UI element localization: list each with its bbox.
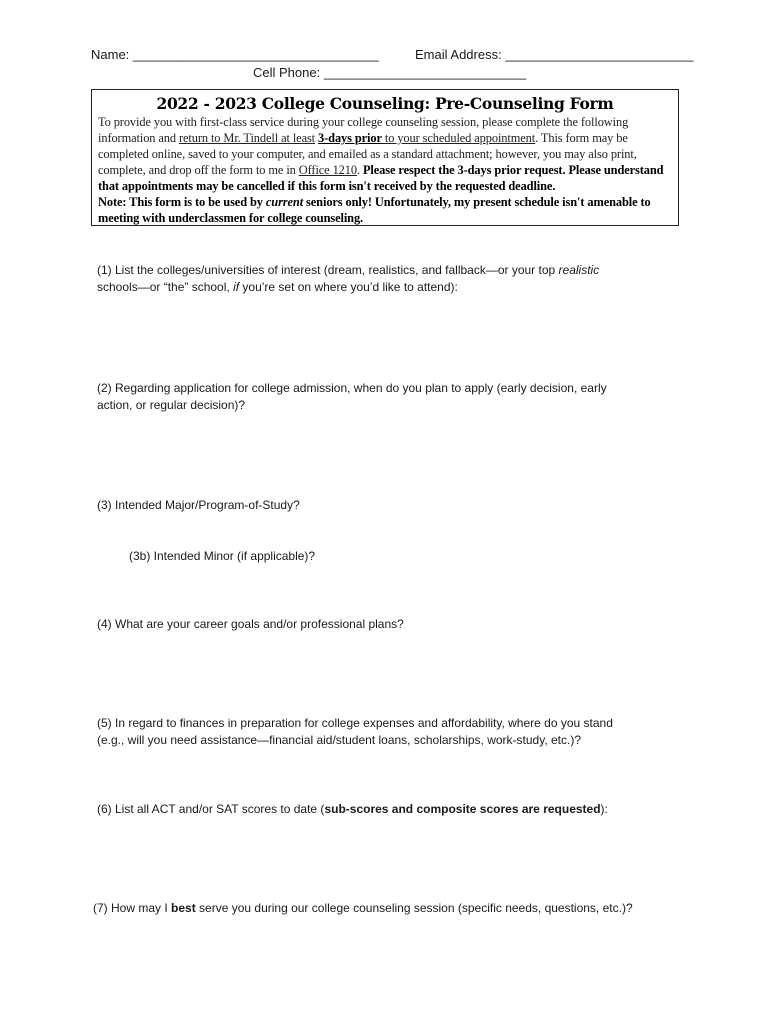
- q1-realistic: realistic: [558, 263, 600, 277]
- q6-text-a: (6) List all ACT and/or SAT scores to date (: [97, 802, 325, 816]
- name-label: Name:: [91, 47, 130, 62]
- seniors-note: [98, 195, 651, 225]
- q1-text-b: schools—or “the” school,: [97, 280, 234, 294]
- q2-text-a: (2) Regarding application for college admission, when do you plan to apply (early decision, early: [97, 381, 607, 395]
- question-4: (4) What are your career goals and/or professional plans?: [97, 617, 404, 631]
- intro-text: [98, 114, 678, 226]
- office-number: Office 1210: [298, 163, 357, 177]
- intro-scheduled-appointment: to your scheduled appointment: [381, 131, 536, 145]
- intro-p1: To provide you with first-class service during your college counseling session, please complete the following information and: [98, 115, 629, 145]
- question-1: [97, 262, 599, 296]
- email-blank[interactable]: __________________________: [505, 47, 694, 62]
- email-field[interactable]: [415, 47, 693, 62]
- q7-text-a: (7) How may I: [93, 901, 172, 915]
- phone-label: Cell Phone:: [253, 65, 321, 80]
- intro-return-text: return to Mr. Tindell at least: [178, 131, 316, 145]
- question-3: (3) Intended Major/Program-of-Study?: [97, 498, 300, 512]
- intro-3-days-prior: 3-days prior: [318, 131, 382, 145]
- question-6: [97, 801, 608, 818]
- seniors-note-a: Note: This form is to be used by: [98, 195, 266, 209]
- question-5: [97, 715, 613, 749]
- q2-text-b: action, or regular decision)?: [97, 398, 246, 412]
- phone-blank[interactable]: ____________________________: [323, 65, 527, 80]
- q7-best: best: [171, 901, 196, 915]
- deadline-notice: Please respect the 3-days prior request. Please understand that appointments may be cancelled if this form isn't received by the requested deadline.: [98, 163, 664, 193]
- question-2: [97, 380, 607, 414]
- intro-p2: . This form may be completed online, saved to your computer, and emailed as a standard attachment; however, you may also print, complete, and drop off the form to me in: [98, 131, 637, 177]
- q6-text-b: ):: [600, 802, 608, 816]
- seniors-note-b: seniors only! Unfortunately, my present schedule isn't amenable to meeting with underclassmen for college counseling.: [98, 195, 651, 225]
- q6-bold: sub-scores and composite scores are requested: [324, 802, 601, 816]
- q5-text-a: (5) In regard to finances in preparation for college expenses and affordability, where do you stand: [97, 716, 613, 730]
- q7-text-b: serve you during our college counseling session (specific needs, questions, etc.)?: [195, 901, 633, 915]
- name-field[interactable]: [91, 47, 379, 62]
- q1-text-c: you’re set on where you’d like to attend):: [239, 280, 458, 294]
- question-7: [93, 900, 633, 917]
- intro-p3: .: [356, 163, 363, 177]
- phone-field[interactable]: [253, 65, 526, 80]
- question-3b: (3b) Intended Minor (if applicable)?: [129, 549, 316, 563]
- q1-text-a: (1) List the colleges/universities of interest (dream, realistics, and fallback—or your top: [97, 263, 559, 277]
- form-title: 2022 - 2023 College Counseling: Pre-Counseling Form: [156, 94, 614, 113]
- email-label: Email Address:: [415, 47, 502, 62]
- seniors-note-em: current: [265, 195, 304, 209]
- q5-text-b: (e.g., will you need assistance—financial aid/student loans, scholarships, work-study, etc.)?: [97, 733, 582, 747]
- instruction-box: [91, 89, 679, 226]
- q1-if: if: [233, 280, 240, 294]
- name-blank[interactable]: __________________________________: [132, 47, 379, 62]
